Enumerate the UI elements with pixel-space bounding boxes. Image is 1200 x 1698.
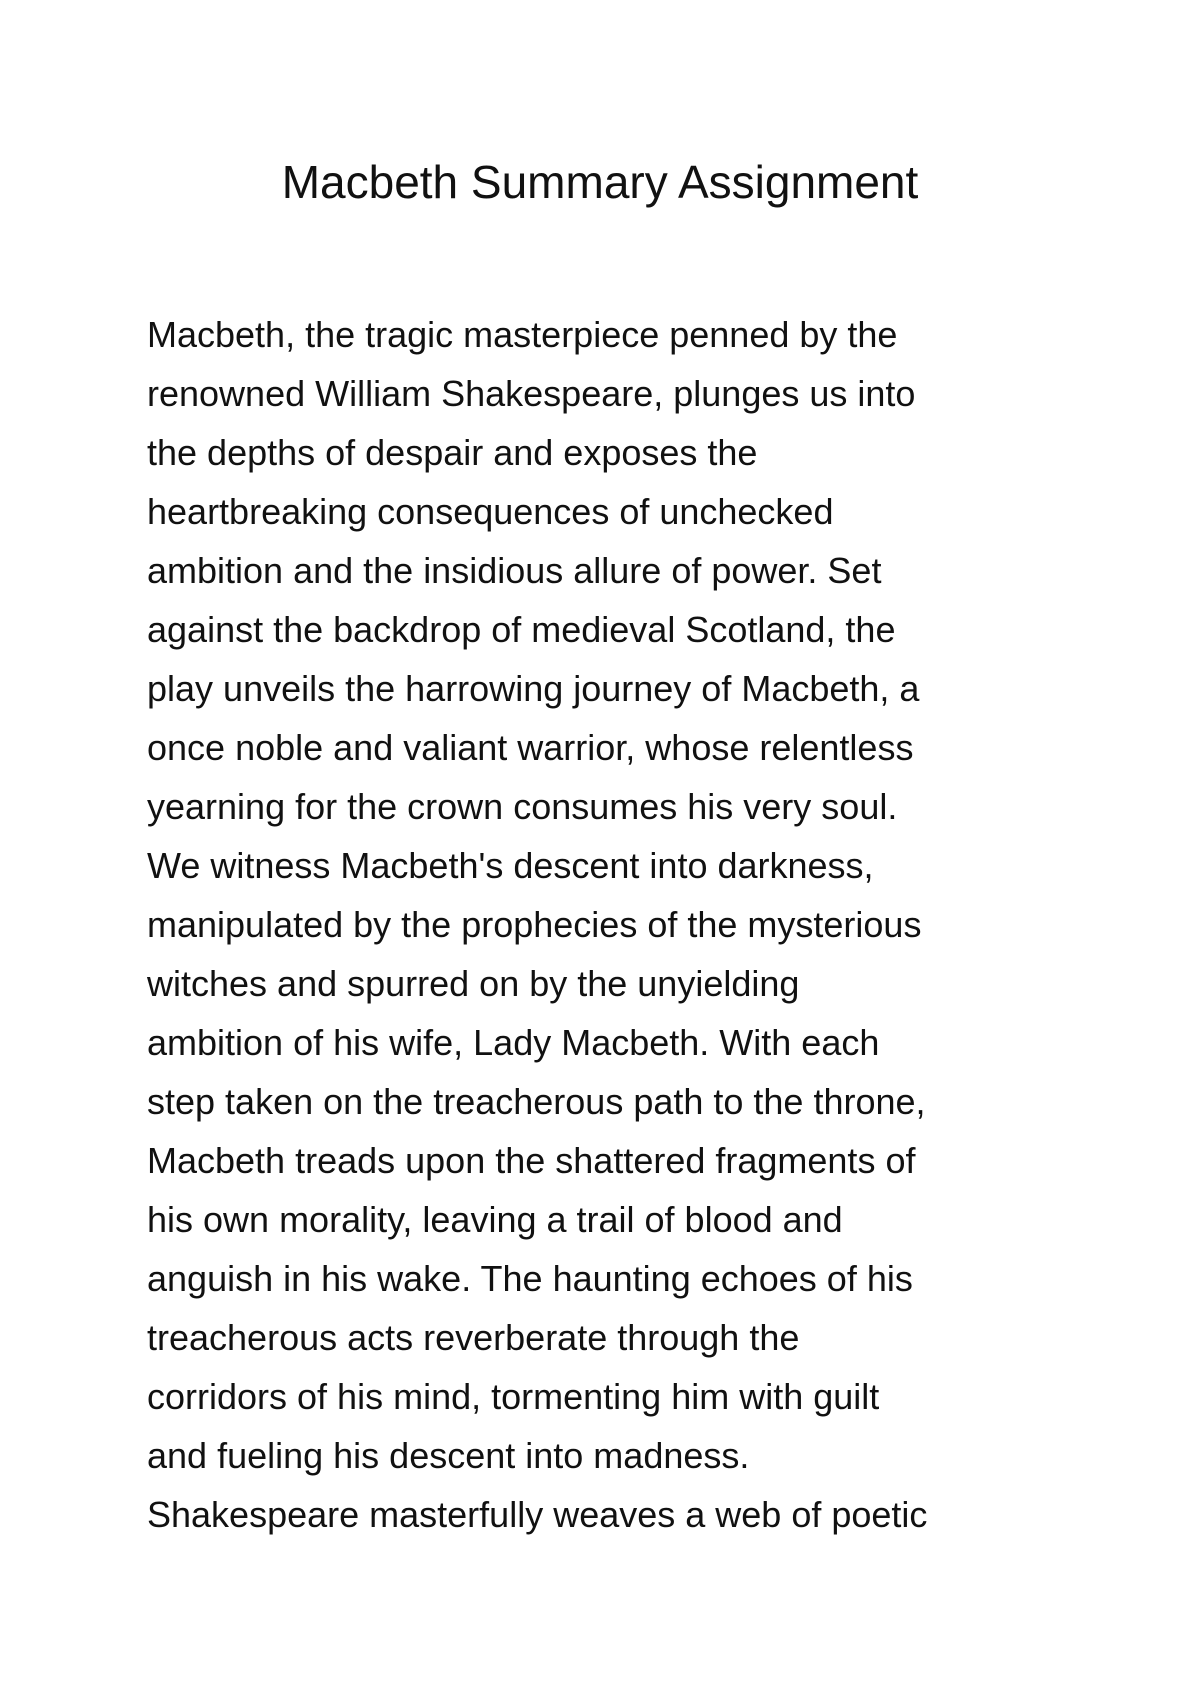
text-line: once noble and valiant warrior, whose relentless <box>147 727 914 768</box>
text-line: renowned William Shakespeare, plunges us into <box>147 373 916 414</box>
text-line: ambition of his wife, Lady Macbeth. With each <box>147 1022 880 1063</box>
text-line: and fueling his descent into madness. <box>147 1435 750 1476</box>
text-line: play unveils the harrowing journey of Macbeth, a <box>147 668 920 709</box>
text-line: We witness Macbeth's descent into darkness, <box>147 845 874 886</box>
page-title: Macbeth Summary Assignment <box>281 156 919 208</box>
text-line: witches and spurred on by the unyielding <box>147 963 800 1004</box>
summary-paragraph <box>147 305 1067 1544</box>
text-line: manipulated by the prophecies of the mysterious <box>147 904 922 945</box>
text-line: Shakespeare masterfully weaves a web of poetic <box>147 1494 928 1535</box>
text-line: corridors of his mind, tormenting him with guilt <box>147 1376 880 1417</box>
text-line: step taken on the treacherous path to the throne, <box>147 1081 926 1122</box>
text-line: heartbreaking consequences of unchecked <box>147 491 834 532</box>
text-line: Macbeth treads upon the shattered fragments of <box>147 1140 916 1181</box>
text-line: ambition and the insidious allure of power. Set <box>147 550 882 591</box>
text-line: the depths of despair and exposes the <box>147 432 758 473</box>
text-line: Macbeth, the tragic masterpiece penned by the <box>147 314 898 355</box>
text-line: against the backdrop of medieval Scotland, the <box>147 609 896 650</box>
text-line: anguish in his wake. The haunting echoes of his <box>147 1258 913 1299</box>
text-line: treacherous acts reverberate through the <box>147 1317 800 1358</box>
text-line: his own morality, leaving a trail of blood and <box>147 1199 843 1240</box>
text-line: yearning for the crown consumes his very soul. <box>147 786 898 827</box>
